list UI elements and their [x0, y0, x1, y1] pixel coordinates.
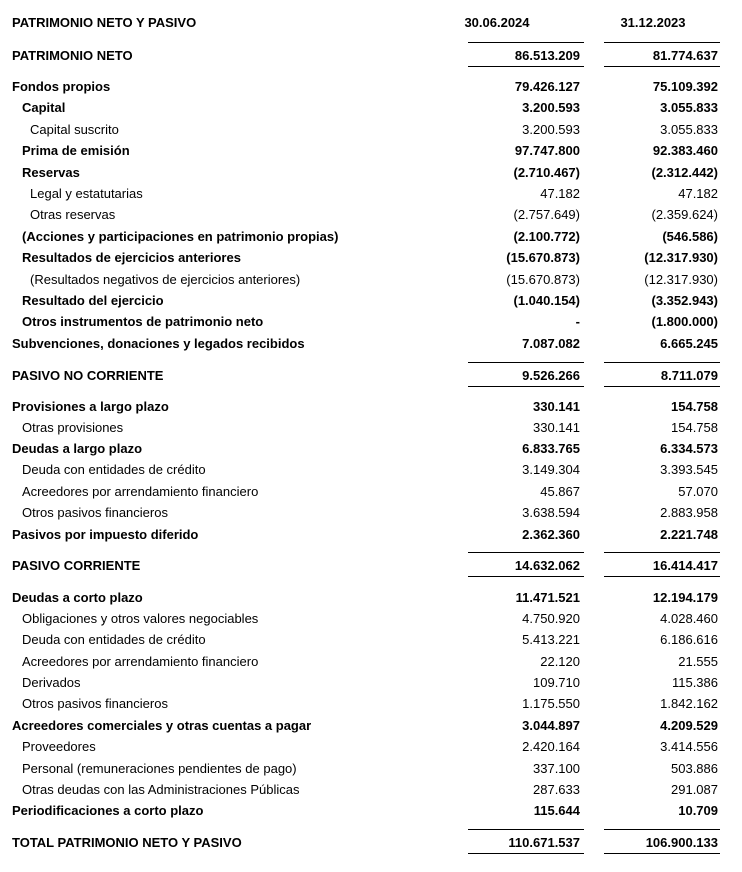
table-row: [0, 481, 742, 502]
value-30-06-2024: 115.644: [533, 803, 580, 818]
value-30-06-2024: 337.100: [533, 761, 580, 776]
value-31-12-2023: 115.386: [671, 675, 718, 690]
value-30-06-2024: -: [575, 314, 580, 329]
value-30-06-2024: 110.671.537: [508, 835, 580, 850]
value-31-12-2023: 47.182: [678, 186, 718, 201]
row-label: PASIVO CORRIENTE: [12, 558, 141, 573]
section-top-rule: [468, 42, 584, 43]
table-row: [0, 555, 742, 576]
value-31-12-2023: 4.209.529: [660, 718, 718, 733]
row-label: Acreedores por arrendamiento financiero: [22, 654, 259, 669]
row-label: Subvenciones, donaciones y legados recibidos: [12, 336, 305, 351]
table-row: [0, 269, 742, 290]
table-row: [0, 311, 742, 332]
section-bottom-rule: [604, 576, 720, 577]
value-31-12-2023: 8.711.079: [660, 368, 718, 383]
table-row: [0, 524, 742, 545]
table-row: [0, 800, 742, 821]
table-header: [0, 12, 742, 33]
table-row: [0, 832, 742, 853]
value-30-06-2024: 1.175.550: [522, 696, 580, 711]
table-row: [0, 76, 742, 97]
table-row: [0, 97, 742, 118]
row-label: Proveedores: [22, 739, 96, 754]
row-label: Fondos propios: [12, 79, 111, 94]
value-30-06-2024: 9.526.266: [522, 368, 580, 383]
value-30-06-2024: 3.200.593: [522, 122, 580, 137]
row-label: Capital: [22, 100, 66, 115]
table-row: [0, 736, 742, 757]
value-31-12-2023: (3.352.943): [651, 293, 718, 308]
row-label: PATRIMONIO NETO: [12, 48, 133, 63]
value-30-06-2024: 22.120: [540, 654, 580, 669]
section-top-rule: [604, 829, 720, 830]
column-header-31-12-2023: 31.12.2023: [620, 15, 686, 30]
table-row: [0, 45, 742, 66]
table-row: [0, 140, 742, 161]
section-top-rule: [468, 829, 584, 830]
value-30-06-2024: 2.362.360: [522, 527, 580, 542]
value-31-12-2023: 21.555: [678, 654, 718, 669]
value-30-06-2024: 330.141: [533, 420, 580, 435]
value-30-06-2024: (15.670.873): [506, 250, 580, 265]
section-top-rule: [604, 552, 720, 553]
row-label: Provisiones a largo plazo: [12, 399, 169, 414]
value-31-12-2023: 16.414.417: [652, 558, 718, 573]
section-top-rule: [604, 362, 720, 363]
row-label: TOTAL PATRIMONIO NETO Y PASIVO: [12, 835, 242, 850]
value-30-06-2024: 47.182: [540, 186, 580, 201]
table-row: [0, 162, 742, 183]
row-label: Acreedores comerciales y otras cuentas a pagar: [12, 718, 312, 733]
value-31-12-2023: 4.028.460: [660, 611, 718, 626]
table-row: [0, 226, 742, 247]
value-30-06-2024: 7.087.082: [522, 336, 580, 351]
value-31-12-2023: 503.886: [671, 761, 718, 776]
value-30-06-2024: 4.750.920: [522, 611, 580, 626]
value-30-06-2024: 45.867: [540, 484, 580, 499]
row-label: (Resultados negativos de ejercicios anteriores): [30, 272, 301, 287]
row-label: Resultados de ejercicios anteriores: [22, 250, 241, 265]
value-31-12-2023: 10.709: [678, 803, 718, 818]
table-row: [0, 758, 742, 779]
value-30-06-2024: (2.100.772): [513, 229, 580, 244]
row-label: Deudas a corto plazo: [12, 590, 143, 605]
value-31-12-2023: (1.800.000): [651, 314, 718, 329]
table-row: [0, 119, 742, 140]
row-label: Derivados: [22, 675, 81, 690]
value-30-06-2024: 3.638.594: [522, 505, 580, 520]
value-31-12-2023: 6.186.616: [660, 632, 718, 647]
value-31-12-2023: 3.393.545: [660, 462, 718, 477]
table-row: [0, 651, 742, 672]
value-30-06-2024: 2.420.164: [522, 739, 580, 754]
table-row: [0, 247, 742, 268]
row-label: Reservas: [22, 165, 80, 180]
row-label: Obligaciones y otros valores negociables: [22, 611, 259, 626]
row-label: Deuda con entidades de crédito: [22, 632, 206, 647]
value-31-12-2023: 6.665.245: [660, 336, 718, 351]
table-row: [0, 365, 742, 386]
value-30-06-2024: 11.471.521: [515, 590, 580, 605]
row-label: Personal (remuneraciones pendientes de pago): [22, 761, 297, 776]
value-30-06-2024: (2.710.467): [513, 165, 580, 180]
value-31-12-2023: 6.334.573: [660, 441, 718, 456]
table-row: [0, 693, 742, 714]
row-label: PASIVO NO CORRIENTE: [12, 368, 164, 383]
value-31-12-2023: (12.317.930): [644, 250, 718, 265]
value-31-12-2023: 3.055.833: [660, 122, 718, 137]
row-label: Deuda con entidades de crédito: [22, 462, 206, 477]
value-31-12-2023: 81.774.637: [652, 48, 718, 63]
row-label: Periodificaciones a corto plazo: [12, 803, 204, 818]
section-bottom-rule: [604, 386, 720, 387]
row-label: Pasivos por impuesto diferido: [12, 527, 199, 542]
value-30-06-2024: 3.044.897: [522, 718, 580, 733]
value-30-06-2024: 330.141: [533, 399, 580, 414]
row-label: Prima de emisión: [22, 143, 130, 158]
table-row: [0, 204, 742, 225]
table-row: [0, 587, 742, 608]
table-row: [0, 715, 742, 736]
table-row: [0, 417, 742, 438]
value-31-12-2023: 12.194.179: [652, 590, 718, 605]
table-row: [0, 396, 742, 417]
value-31-12-2023: (2.312.442): [651, 165, 718, 180]
value-30-06-2024: 109.710: [533, 675, 580, 690]
value-31-12-2023: 106.900.133: [645, 835, 718, 850]
row-label: Resultado del ejercicio: [22, 293, 164, 308]
row-label: Otros pasivos financieros: [22, 505, 168, 520]
value-31-12-2023: 57.070: [678, 484, 718, 499]
table-title: PATRIMONIO NETO Y PASIVO: [12, 15, 197, 30]
section-bottom-rule: [468, 66, 584, 67]
row-label: Legal y estatutarias: [30, 186, 143, 201]
column-header-30-06-2024: 30.06.2024: [464, 15, 530, 30]
table-row: [0, 502, 742, 523]
value-30-06-2024: 97.747.800: [514, 143, 580, 158]
value-31-12-2023: 154.758: [671, 420, 718, 435]
section-bottom-rule: [604, 66, 720, 67]
row-label: Otros pasivos financieros: [22, 696, 168, 711]
section-bottom-rule: [468, 576, 584, 577]
row-label: Acreedores por arrendamiento financiero: [22, 484, 259, 499]
value-31-12-2023: (12.317.930): [644, 272, 718, 287]
section-top-rule: [468, 362, 584, 363]
table-row: [0, 779, 742, 800]
section-top-rule: [468, 552, 584, 553]
section-bottom-rule: [468, 853, 584, 854]
table-row: [0, 459, 742, 480]
row-label: Otras reservas: [30, 207, 116, 222]
value-31-12-2023: 291.087: [671, 782, 718, 797]
value-31-12-2023: 75.109.392: [652, 79, 718, 94]
table-row: [0, 608, 742, 629]
table-row: [0, 333, 742, 354]
value-30-06-2024: 86.513.209: [514, 48, 580, 63]
value-31-12-2023: 2.221.748: [660, 527, 718, 542]
row-label: Otras deudas con las Administraciones Públicas: [22, 782, 300, 797]
table-row: [0, 672, 742, 693]
value-30-06-2024: 6.833.765: [522, 441, 580, 456]
value-30-06-2024: 14.632.062: [514, 558, 580, 573]
section-top-rule: [604, 42, 720, 43]
value-30-06-2024: (1.040.154): [513, 293, 580, 308]
value-30-06-2024: 3.200.593: [522, 100, 580, 115]
value-31-12-2023: (546.586): [662, 229, 718, 244]
value-31-12-2023: 3.414.556: [660, 739, 718, 754]
value-30-06-2024: 79.426.127: [514, 79, 580, 94]
row-label: Deudas a largo plazo: [12, 441, 143, 456]
value-30-06-2024: (15.670.873): [506, 272, 580, 287]
row-label: Otros instrumentos de patrimonio neto: [22, 314, 264, 329]
table-row: [0, 290, 742, 311]
value-31-12-2023: 2.883.958: [660, 505, 718, 520]
row-label: Capital suscrito: [30, 122, 119, 137]
row-label: Otras provisiones: [22, 420, 124, 435]
section-bottom-rule: [604, 853, 720, 854]
table-row: [0, 629, 742, 650]
value-31-12-2023: 1.842.162: [660, 696, 718, 711]
value-30-06-2024: 3.149.304: [522, 462, 580, 477]
table-row: [0, 438, 742, 459]
row-label: (Acciones y participaciones en patrimonio propias): [22, 229, 339, 244]
value-30-06-2024: (2.757.649): [513, 207, 580, 222]
value-30-06-2024: 5.413.221: [522, 632, 580, 647]
value-31-12-2023: 3.055.833: [660, 100, 718, 115]
value-30-06-2024: 287.633: [533, 782, 580, 797]
table-row: [0, 183, 742, 204]
value-31-12-2023: (2.359.624): [651, 207, 718, 222]
value-31-12-2023: 154.758: [671, 399, 718, 414]
value-31-12-2023: 92.383.460: [652, 143, 718, 158]
section-bottom-rule: [468, 386, 584, 387]
